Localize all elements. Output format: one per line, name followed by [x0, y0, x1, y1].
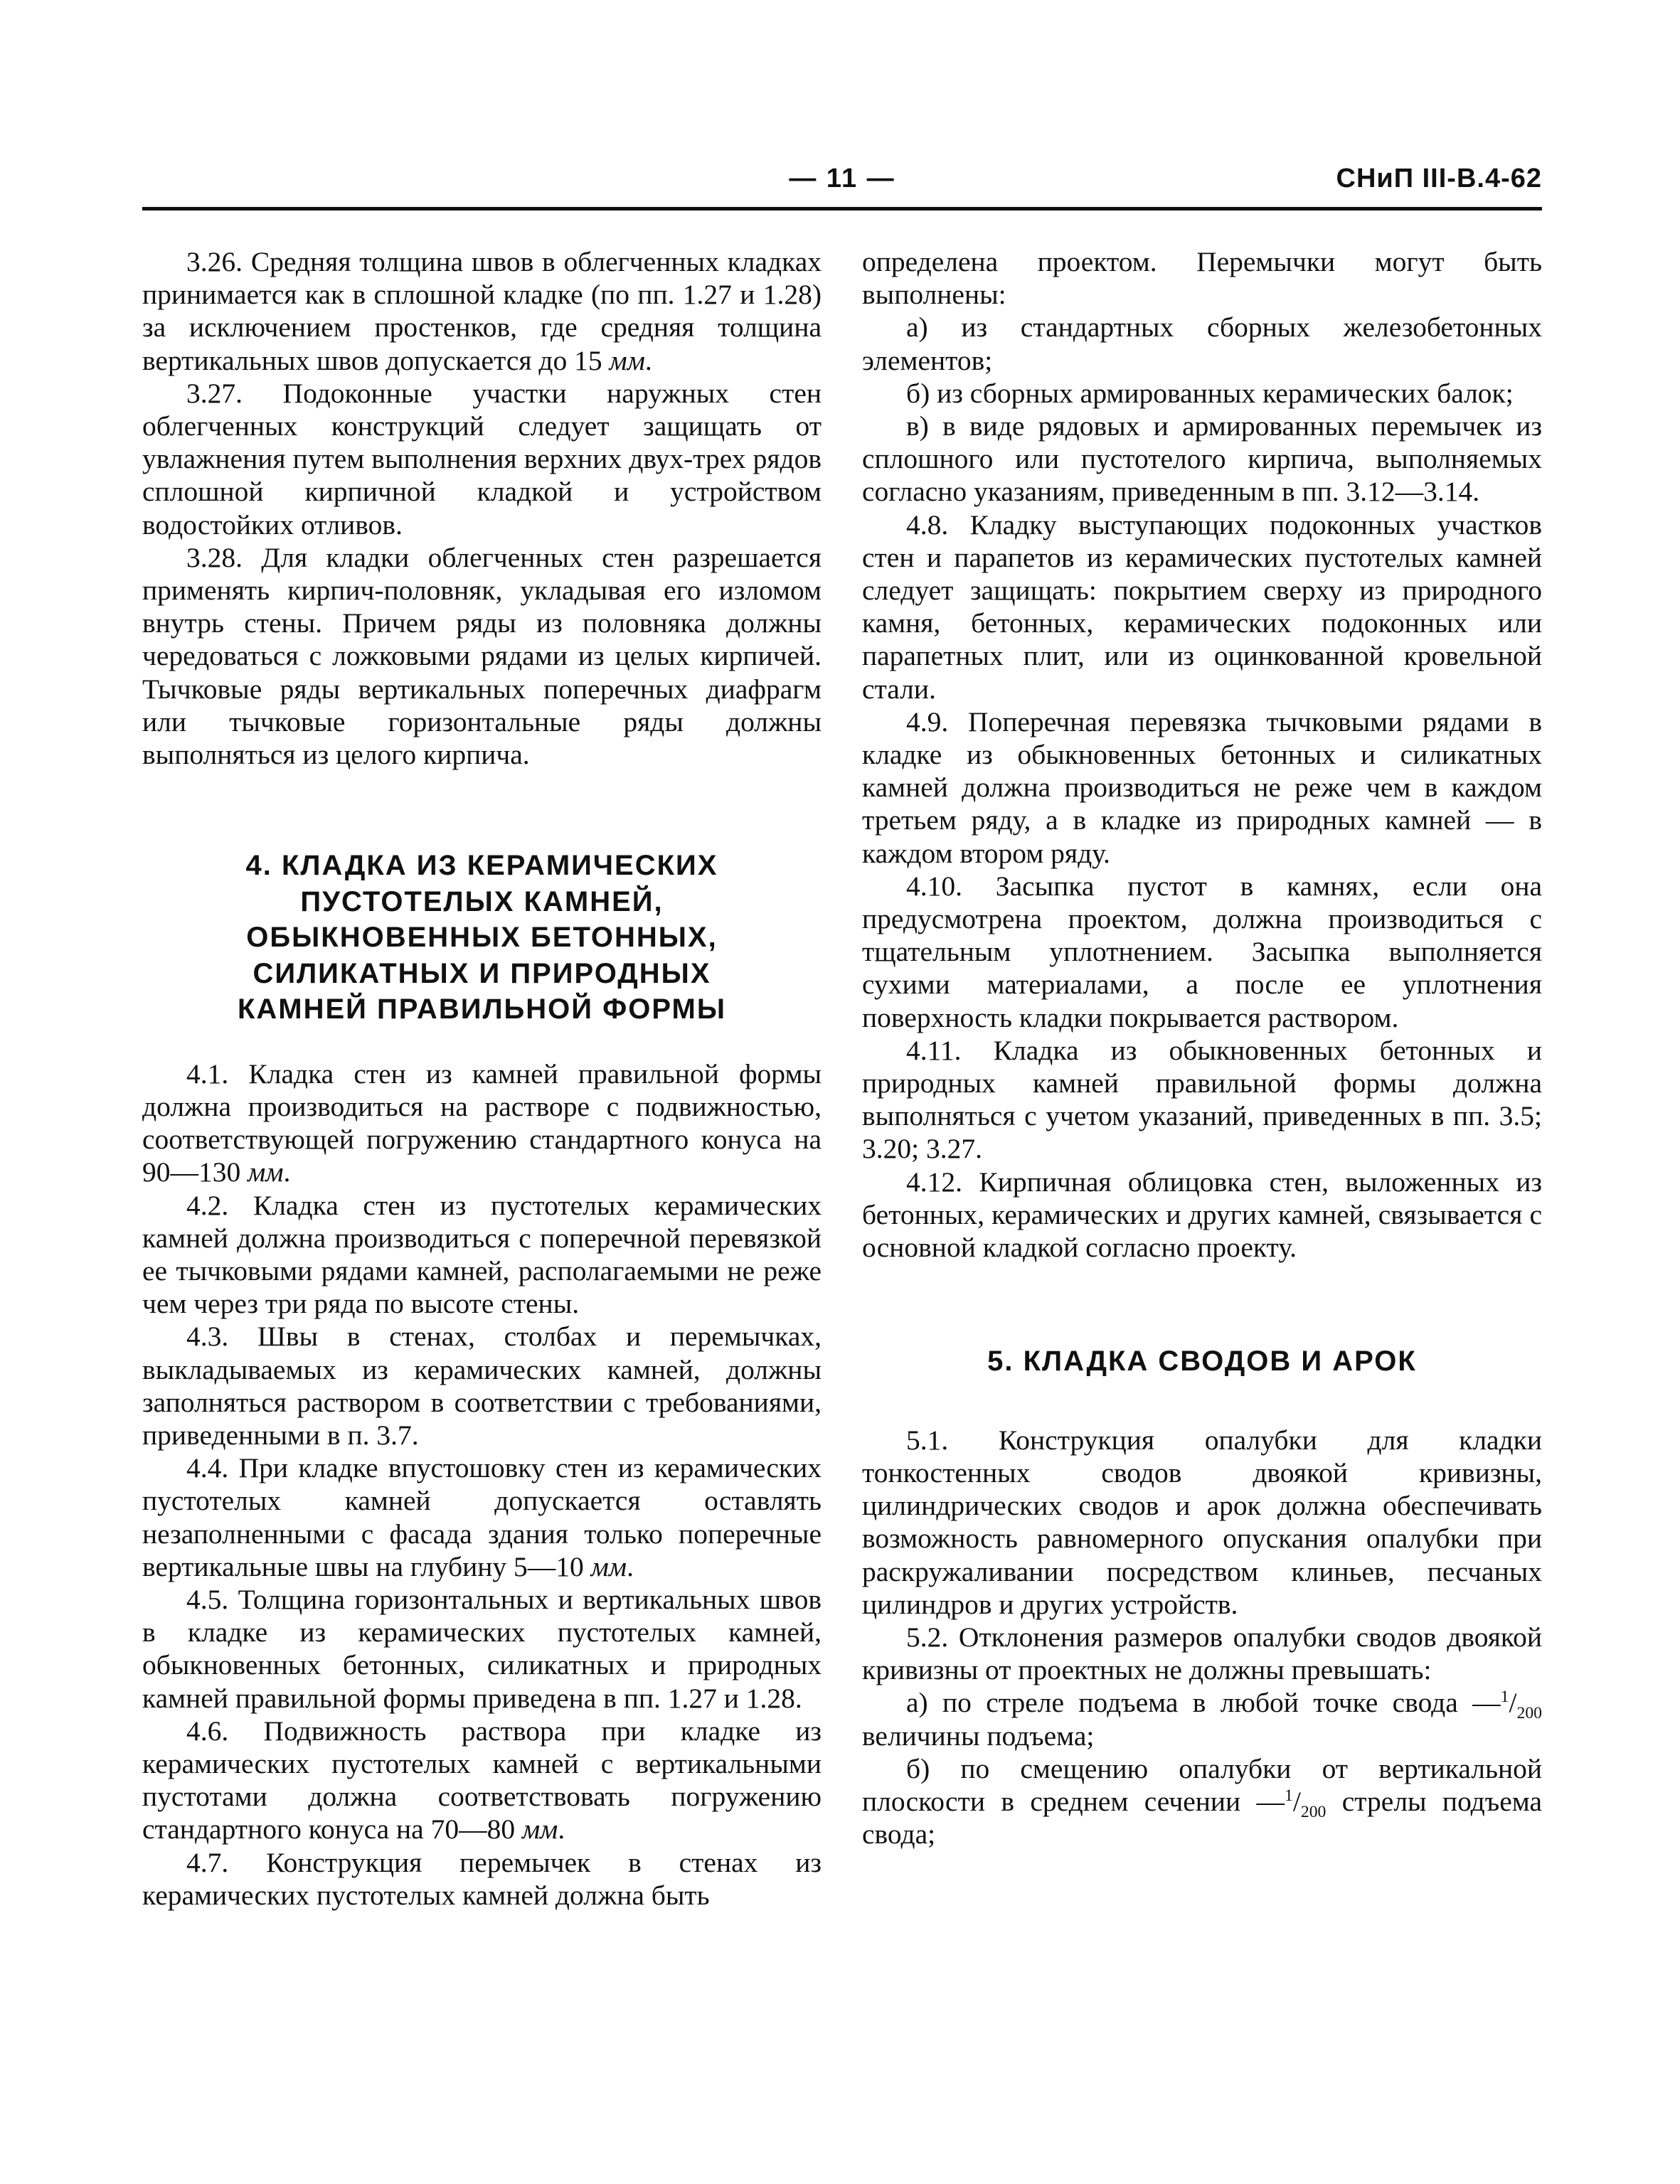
- paragraph-text: Кладка стен из камней правильной формы должна производиться на растворе с подвижностью, соответствующей погружению стандартного конуса на 90—130: [142, 1058, 822, 1188]
- paragraph-text: стрелы подъема свода;: [862, 1786, 1542, 1850]
- paragraph-4-7: [142, 1846, 822, 1912]
- paragraph-text: б) по смещению опалубки от вертикальной плоскости в среднем сечении —: [862, 1752, 1542, 1818]
- clause-number: 4.12.: [906, 1166, 962, 1198]
- page-number: — 11 —: [789, 164, 895, 193]
- paragraph-text: Средняя толщина швов в облегченных кладках принимается как в сплошной кладке (по пп. 1.27 и 1.28) за исключением простенков, где средняя толщина вертикальных швов допускается до 15: [142, 246, 822, 376]
- paragraph-text: Кладка стен из пустотелых керамических камней должна производиться с поперечной перевязкой ее тычковыми рядами камней, располагаемыми не реже чем через три ряда по высоте стены.: [142, 1189, 822, 1320]
- heading-line: ПУСТОТЕЛЫХ КАМНЕЙ,: [300, 885, 664, 917]
- paragraph-4-3: [142, 1320, 822, 1451]
- clause-number: 4.10.: [906, 870, 962, 902]
- paragraph-text: а) по стреле подъема в любой точке свода —: [906, 1687, 1501, 1719]
- clause-number: 4.3.: [186, 1321, 229, 1353]
- list-item-4-7-b: б) из сборных армированных керамических балок;: [906, 377, 1514, 409]
- clause-number: 3.28.: [186, 541, 243, 573]
- paragraph-text: Поперечная перевязка тычковыми рядами в кладке из обыкновенных бетонных и силикатных камней должна производиться не реже чем в каждом третьем ряду, а в кладке из природных камней — в каждом втором ряду.: [862, 705, 1543, 869]
- paragraph-end: .: [283, 1156, 291, 1188]
- clause-number: 5.2.: [906, 1621, 949, 1653]
- paragraph-5-2: [862, 1621, 1542, 1686]
- paragraph-4-5: [142, 1583, 822, 1715]
- paragraph-4-6: [142, 1715, 822, 1846]
- paragraph-4-11: [862, 1034, 1542, 1166]
- clause-number: 5.1.: [906, 1424, 949, 1456]
- paragraph-4-7-continued: определена проектом. Перемычки могут быть выполнены:: [862, 246, 1542, 311]
- fraction-denominator: 200: [1516, 1704, 1542, 1723]
- clause-number: 4.1.: [186, 1058, 229, 1090]
- section-gap: [862, 1380, 1542, 1424]
- unit: мм: [248, 1156, 284, 1188]
- section-gap: [142, 1028, 822, 1058]
- paragraph-4-8: [862, 508, 1542, 705]
- list-item-4-7-c: в) в виде рядовых и армированных перемычек из сплошного или пустотелого кирпича, выполняемых согласно указаниям, приведенным в пп. 3.12—3.14.: [862, 410, 1542, 508]
- left-column: [142, 245, 822, 1912]
- paragraph-3-26: [142, 245, 822, 377]
- document-code: СНиП III-В.4-62: [1336, 164, 1542, 193]
- paragraph-text: При кладке впустошовку стен из керамических пустотелых камней допускается оставлять незаполненными с фасада здания только поперечные вертикальные швы на глубину 5—10: [142, 1452, 822, 1582]
- clause-number: 3.26.: [186, 246, 243, 277]
- paragraph-text: Засыпка пустот в камнях, если она предусмотрена проектом, должна производиться с тщательным уплотнением. Засыпка выполняется сухими материалами, а после ее уплотнения поверхность кладки покрывается раствором.: [862, 870, 1542, 1033]
- unit: мм: [590, 1550, 627, 1582]
- paragraph-text: Кирпичная облицовка стен, выложенных из бетонных, керамических и других камней, связывается с основной кладкой согласно проекту.: [862, 1166, 1542, 1264]
- paragraph-text: Конструкция опалубки для кладки тонкостенных сводов двоякой кривизны, цилиндрических сводов и арок должна обеспечивать возможность равномерного опускания опалубки при раскружаливании посредством клиньев, песчаных цилиндров и других устройств.: [862, 1424, 1542, 1620]
- paragraph-text: величины подъема;: [862, 1720, 1095, 1752]
- heading-line: 4. КЛАДКА ИЗ КЕРАМИЧЕСКИХ: [245, 850, 718, 882]
- paragraph-end: .: [627, 1550, 634, 1582]
- page-header: [142, 164, 1542, 206]
- clause-number: 4.8.: [906, 508, 949, 540]
- paragraph-text: Отклонения размеров опалубки сводов двоякой кривизны от проектных не должны превышать:: [862, 1621, 1543, 1686]
- paragraph-text: Конструкция перемычек в стенах из керамических пустотелых камней должна быть: [142, 1846, 822, 1911]
- paragraph-4-2: [142, 1189, 822, 1321]
- clause-number: 4.9.: [906, 705, 949, 737]
- section-heading-5: 5. КЛАДКА СВОДОВ И АРОК: [987, 1346, 1417, 1378]
- paragraph-3-27: [142, 377, 822, 541]
- paragraph-4-10: [862, 870, 1542, 1034]
- paragraph-text: Кладку выступающих подоконных участков стен и парапетов из керамических пустотелых камней следует защищать: покрытием сверху из природного камня, бетонных, керамических подоконных или парапетных плит, или из оцинкованной кровельной стали.: [862, 508, 1542, 705]
- clause-number: 4.4.: [186, 1452, 229, 1484]
- fraction-numerator: 1: [1285, 1786, 1293, 1805]
- right-column: [862, 245, 1542, 1850]
- clause-number: 4.11.: [906, 1034, 962, 1066]
- paragraph-5-1: [862, 1424, 1542, 1621]
- fraction-numerator: 1: [1500, 1688, 1509, 1707]
- unit: мм: [609, 344, 645, 376]
- clause-number: 4.5.: [186, 1584, 229, 1615]
- clause-number: 4.6.: [186, 1715, 229, 1747]
- paragraph-text: Для кладки облегченных стен разрешается применять кирпич-половняк, укладывая его изломом внутрь стены. Причем ряды из половняка должны чередоваться с ложковыми рядами из целых кирпичей. Тычковые ряды вертикальных поперечных диафрагм или тычковые горизонтальные ряды должны выполняться из целого кирпича.: [142, 541, 822, 771]
- list-item-5-2-a: а) по стреле подъема в любой точке свода $—^1/_{200}$ величины подъема;: [862, 1687, 1542, 1752]
- paragraph-text: Кладка из обыкновенных бетонных и природных камней правильной формы должна выполняться с учетом указаний, приведенных в пп. 3.5; 3.20; 3.27.: [862, 1034, 1543, 1165]
- heading-line: СИЛИКАТНЫХ И ПРИРОДНЫХ: [252, 957, 711, 989]
- paragraph-text: Толщина горизонтальных и вертикальных швов в кладке из керамических пустотелых камней, обыкновенных бетонных, силикатных и природных камней правильной формы приведена в пп. 1.27 и 1.28.: [142, 1584, 822, 1714]
- section-gap: [142, 771, 822, 848]
- unit: мм: [521, 1813, 558, 1845]
- paragraph-3-28: [142, 541, 822, 771]
- heading-line: ОБЫКНОВЕННЫХ БЕТОННЫХ,: [246, 922, 718, 954]
- paragraph-end: .: [644, 344, 652, 376]
- clause-number: 4.2.: [186, 1189, 229, 1221]
- paragraph-end: .: [558, 1813, 565, 1845]
- fraction-denominator: 200: [1300, 1802, 1327, 1821]
- section-heading-4: [142, 848, 822, 1028]
- paragraph-4-12: [862, 1166, 1542, 1264]
- paragraph-text: Швы в стенах, столбах и перемычках, выкладываемых из керамических камней, должны заполняться раствором в соответствии с требованиями, приведенными в п. 3.7.: [142, 1321, 822, 1451]
- paragraph-4-9: [862, 705, 1542, 870]
- paragraph-4-4: [142, 1451, 822, 1583]
- section-gap: [862, 1264, 1542, 1343]
- list-item-5-2-b: б) по смещению опалубки от вертикальной плоскости в среднем сечении $—^1/_{200}$ стрелы подъема свода;: [862, 1752, 1542, 1850]
- clause-number: 3.27.: [186, 377, 243, 409]
- heading-line: КАМНЕЙ ПРАВИЛЬНОЙ ФОРМЫ: [237, 994, 727, 1026]
- paragraph-4-1: [142, 1058, 822, 1189]
- list-item-4-7-a: а) из стандартных сборных железобетонных элементов;: [862, 311, 1542, 376]
- paragraph-text: Подоконные участки наружных стен облегченных конструкций следует защищать от увлажнения путем выполнения верхних двух-трех рядов сплошной кирпичной кладкой и устройством водостойких отливов.: [142, 377, 822, 540]
- paragraph-text: Подвижность раствора при кладке из керамических пустотелых камней с вертикальными пустотами должна соответствовать погружению стандартного конуса на 70—80: [142, 1715, 822, 1845]
- clause-number: 4.7.: [186, 1846, 229, 1878]
- header-rule: [142, 207, 1542, 211]
